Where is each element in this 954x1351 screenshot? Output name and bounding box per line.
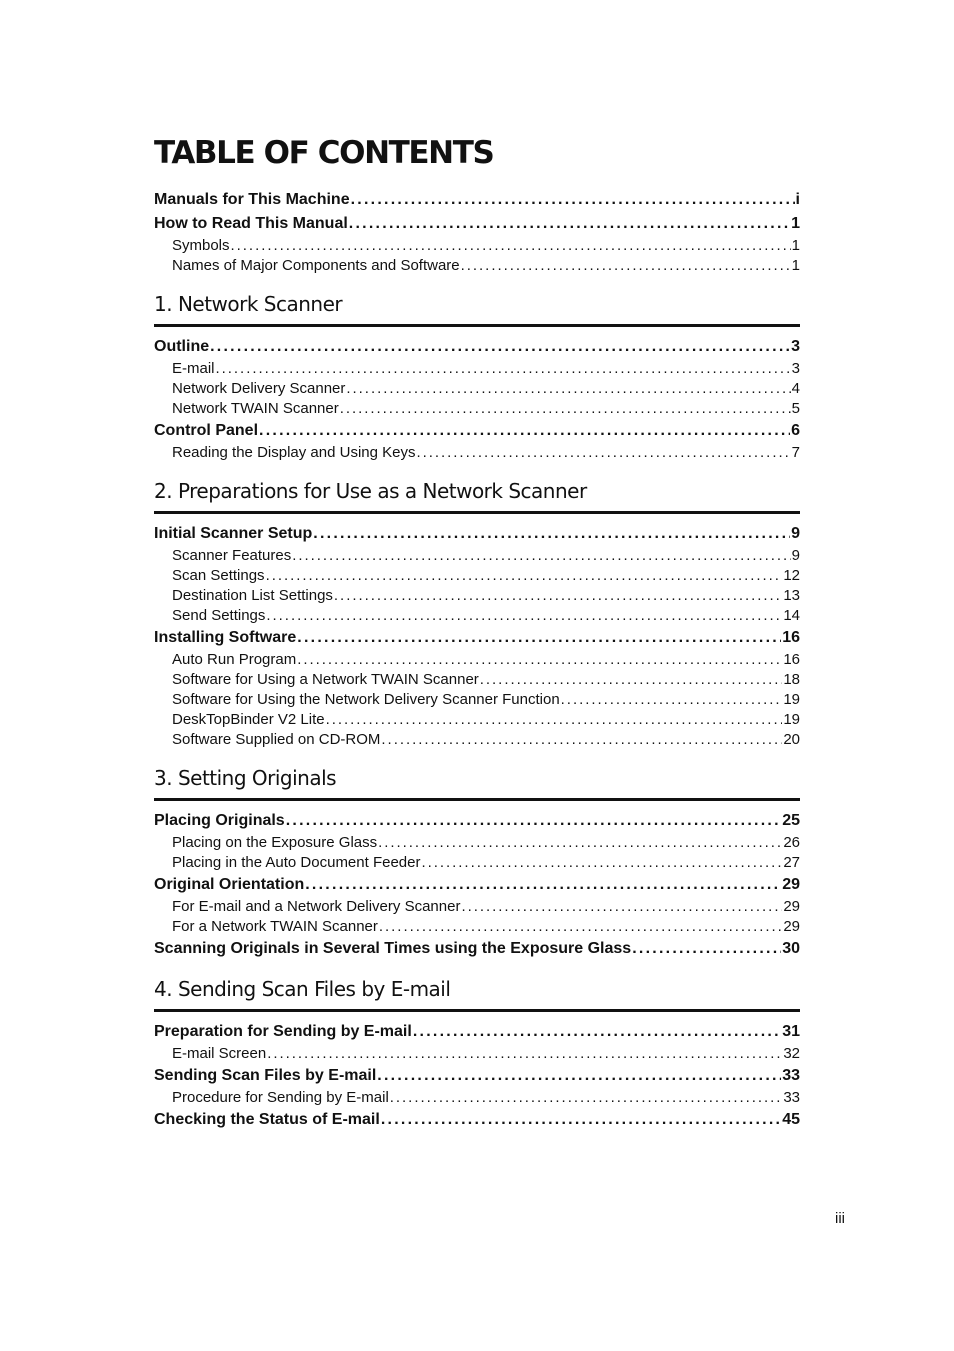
entry-page-number: 18	[783, 671, 800, 688]
entry-title: Scanning Originals in Several Times using the Exposure Glass	[154, 940, 632, 957]
dot-leader	[305, 873, 781, 897]
toc-section-entry[interactable]	[154, 212, 800, 236]
entry-page-number: 26	[783, 834, 800, 851]
toc-subsection-entry[interactable]	[154, 730, 800, 750]
toc-section-entry[interactable]	[154, 188, 800, 212]
entry-page-number: 20	[783, 731, 800, 748]
entry-page-number: 1	[791, 215, 800, 232]
entry-page-number: 5	[791, 400, 800, 417]
dot-leader	[259, 419, 790, 443]
entry-page-number: 19	[783, 691, 800, 708]
entry-page-number: 1	[791, 257, 800, 274]
entry-page-number: 32	[783, 1045, 800, 1062]
entry-page-number: 13	[783, 587, 800, 604]
dot-leader	[351, 188, 795, 212]
toc-subsection-entry[interactable]	[154, 650, 800, 670]
entry-page-number: 19	[783, 711, 800, 728]
entry-page-number: 12	[783, 567, 800, 584]
toc-subsection-entry[interactable]	[154, 546, 800, 566]
toc-subsection-entry[interactable]	[154, 566, 800, 586]
entry-page-number: 16	[782, 629, 800, 646]
entry-page-number: 7	[791, 444, 800, 461]
entry-page-number: 1	[791, 237, 800, 254]
chapter-heading[interactable]: 3. Setting Originals	[154, 765, 800, 801]
entry-page-number: 16	[783, 651, 800, 668]
entry-title: Original Orientation	[154, 876, 305, 893]
dot-leader	[561, 690, 783, 710]
toc-subsection-entry[interactable]	[154, 1088, 800, 1108]
toc-section-entry[interactable]	[154, 335, 800, 359]
entry-page-number: 29	[783, 918, 800, 935]
dot-leader	[266, 606, 782, 626]
chapter-heading[interactable]: 4. Sending Scan Files by E-mail	[154, 976, 800, 1012]
entry-page-number: 33	[783, 1089, 800, 1106]
toc-subsection-entry[interactable]	[154, 710, 800, 730]
toc-subsection-entry[interactable]	[154, 256, 800, 276]
toc-section-entry[interactable]	[154, 522, 800, 546]
dot-leader	[378, 833, 782, 853]
entry-title: Manuals for This Machine	[154, 191, 350, 208]
toc-subsection-entry[interactable]	[154, 359, 800, 379]
entry-page-number: 29	[782, 876, 800, 893]
dot-leader	[349, 212, 790, 236]
entry-page-number: 33	[782, 1067, 800, 1084]
entry-title: Destination List Settings	[172, 587, 333, 604]
entry-title: E-mail Screen	[172, 1045, 267, 1062]
entry-title: Checking the Status of E-mail	[154, 1111, 380, 1128]
toc-subsection-entry[interactable]	[154, 670, 800, 690]
entry-page-number: 31	[782, 1023, 800, 1040]
entry-title: E-mail	[172, 360, 215, 377]
dot-leader	[480, 670, 783, 690]
entry-title: Outline	[154, 338, 210, 355]
dot-leader	[231, 236, 791, 256]
dot-leader	[461, 897, 782, 917]
entry-title: Reading the Display and Using Keys	[172, 444, 416, 461]
entry-page-number: 9	[791, 525, 800, 542]
entry-title: Control Panel	[154, 422, 259, 439]
dot-leader	[461, 256, 791, 276]
dot-leader	[326, 710, 783, 730]
toc-subsection-entry[interactable]	[154, 399, 800, 419]
toc-subsection-entry[interactable]	[154, 236, 800, 256]
entry-page-number: 3	[791, 360, 800, 377]
dot-leader	[421, 853, 782, 873]
toc-section-entry[interactable]	[154, 1020, 800, 1044]
dot-leader	[210, 335, 790, 359]
dot-leader	[377, 1064, 781, 1088]
page-title: TABLE OF CONTENTS	[154, 135, 494, 171]
toc-subsection-entry[interactable]	[154, 379, 800, 399]
dot-leader	[313, 522, 790, 546]
entry-title: Placing on the Exposure Glass	[172, 834, 378, 851]
toc-subsection-entry[interactable]	[154, 833, 800, 853]
entry-title: Sending Scan Files by E-mail	[154, 1067, 377, 1084]
entry-title: DeskTopBinder V2 Lite	[172, 711, 325, 728]
dot-leader	[334, 586, 782, 606]
entry-title: Send Settings	[172, 607, 266, 624]
toc-subsection-entry[interactable]	[154, 443, 800, 463]
toc-section-entry[interactable]	[154, 873, 800, 897]
chapter-section	[154, 765, 800, 961]
entry-title: Network TWAIN Scanner	[172, 400, 339, 417]
dot-leader	[381, 1108, 781, 1132]
entry-page-number: 45	[782, 1111, 800, 1128]
toc-subsection-entry[interactable]	[154, 917, 800, 937]
entry-title: Procedure for Sending by E-mail	[172, 1089, 389, 1106]
entry-title: For E-mail and a Network Delivery Scanner	[172, 898, 461, 915]
entry-title: Placing Originals	[154, 812, 285, 829]
chapter-section	[154, 291, 800, 463]
entry-page-number: i	[795, 191, 800, 208]
entry-title: How to Read This Manual	[154, 215, 348, 232]
dot-leader	[267, 1044, 782, 1064]
table-of-contents	[154, 188, 800, 1132]
toc-subsection-entry[interactable]	[154, 853, 800, 873]
dot-leader	[413, 1020, 781, 1044]
dot-leader	[340, 399, 791, 419]
dot-leader	[379, 917, 782, 937]
dot-leader	[297, 650, 782, 670]
chapter-heading[interactable]: 1. Network Scanner	[154, 291, 800, 327]
chapter-section	[154, 976, 800, 1132]
entry-page-number: 3	[791, 338, 800, 355]
dot-leader	[297, 626, 781, 650]
toc-section-entry[interactable]	[154, 626, 800, 650]
toc-section-entry[interactable]	[154, 419, 800, 443]
entry-page-number: 27	[783, 854, 800, 871]
entry-title: Network Delivery Scanner	[172, 380, 346, 397]
dot-leader	[216, 359, 791, 379]
chapter-section	[154, 478, 800, 750]
dot-leader	[390, 1088, 783, 1108]
dot-leader	[346, 379, 790, 399]
toc-section-entry[interactable]	[154, 809, 800, 833]
toc-subsection-entry[interactable]	[154, 690, 800, 710]
entry-title: Initial Scanner Setup	[154, 525, 313, 542]
entry-title: Preparation for Sending by E-mail	[154, 1023, 412, 1040]
entry-page-number: 25	[782, 812, 800, 829]
dot-leader	[381, 730, 782, 750]
toc-section-entry[interactable]	[154, 1064, 800, 1088]
entry-title: Installing Software	[154, 629, 297, 646]
toc-section-entry[interactable]	[154, 1108, 800, 1132]
entry-title: Software for Using a Network TWAIN Scanner	[172, 671, 479, 688]
dot-leader	[286, 809, 782, 833]
toc-subsection-entry[interactable]	[154, 606, 800, 626]
entry-title: Placing in the Auto Document Feeder	[172, 854, 421, 871]
entry-page-number: 30	[782, 940, 800, 957]
entry-title: Auto Run Program	[172, 651, 297, 668]
entry-title: Names of Major Components and Software	[172, 257, 460, 274]
toc-subsection-entry[interactable]	[154, 586, 800, 606]
entry-page-number: 29	[783, 898, 800, 915]
chapter-heading[interactable]: 2. Preparations for Use as a Network Scanner	[154, 478, 800, 514]
front-matter-entries	[154, 188, 800, 276]
toc-subsection-entry[interactable]	[154, 1044, 800, 1064]
toc-section-entry[interactable]	[154, 937, 800, 961]
dot-leader	[266, 566, 783, 586]
dot-leader	[416, 443, 790, 463]
entry-title: Software for Using the Network Delivery Scanner Function	[172, 691, 560, 708]
page-number: iii	[835, 1210, 845, 1227]
dot-leader	[292, 546, 790, 566]
entry-title: Scanner Features	[172, 547, 292, 564]
entry-page-number: 9	[791, 547, 800, 564]
entry-title: Symbols	[172, 237, 230, 254]
entry-page-number: 4	[791, 380, 800, 397]
dot-leader	[632, 937, 781, 961]
toc-subsection-entry[interactable]	[154, 897, 800, 917]
entry-title: For a Network TWAIN Scanner	[172, 918, 378, 935]
entry-title: Software Supplied on CD-ROM	[172, 731, 381, 748]
entry-page-number: 6	[791, 422, 800, 439]
entry-title: Scan Settings	[172, 567, 265, 584]
entry-page-number: 14	[783, 607, 800, 624]
